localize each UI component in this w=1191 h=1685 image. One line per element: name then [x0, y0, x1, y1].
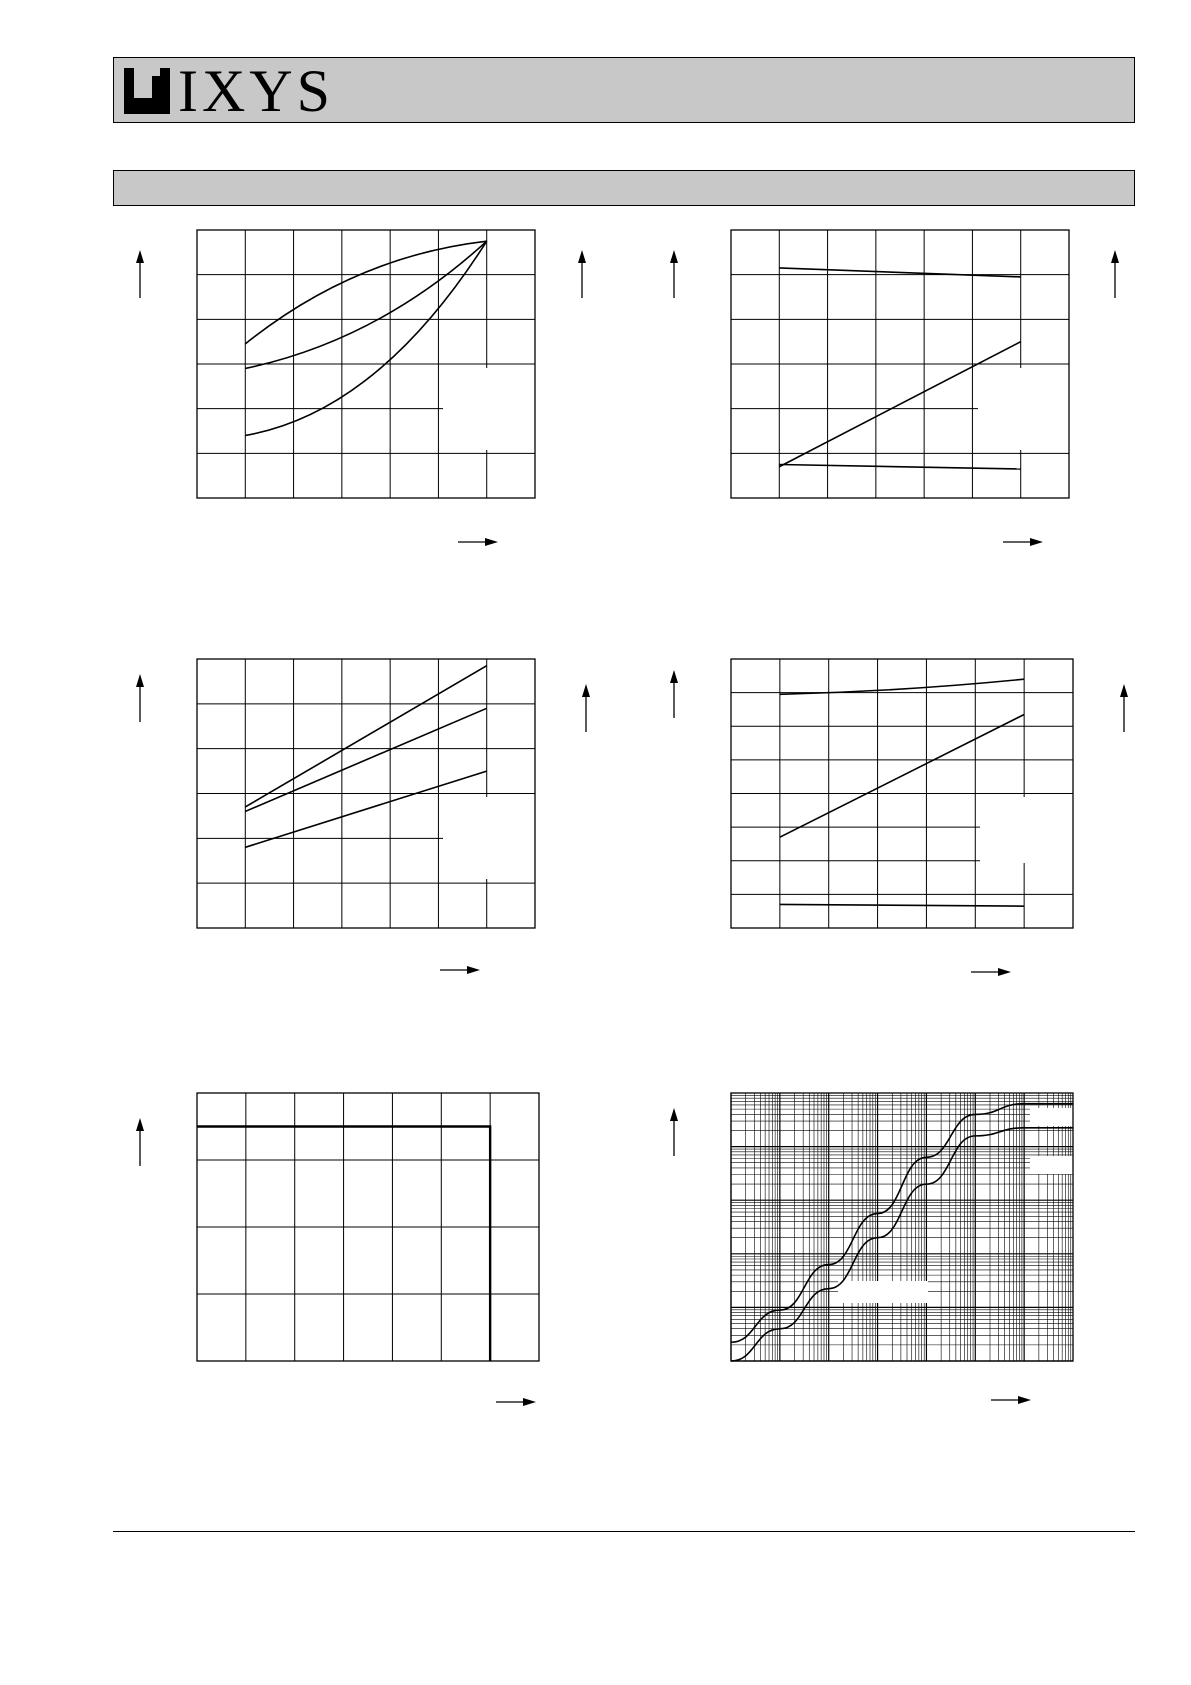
plot-area-4 — [731, 659, 1073, 928]
x-axis-arrow-icon — [991, 1396, 1031, 1404]
y-axis-arrow-icon — [136, 674, 144, 722]
y-axis-arrow-icon — [670, 250, 678, 298]
series-line-4-1 — [780, 679, 1024, 694]
y-axis-arrow-icon — [670, 1108, 678, 1156]
y2-axis-arrow-icon — [1111, 250, 1119, 298]
legend-box-4 — [980, 797, 1073, 863]
curve-label-box-2 — [1030, 1156, 1073, 1174]
x-axis-arrow-icon — [1003, 538, 1043, 546]
series-line-2-1 — [779, 268, 1020, 277]
legend-box-2 — [978, 368, 1069, 450]
series-line-3-2 — [245, 708, 486, 811]
grid-3 — [197, 659, 535, 928]
grid-1 — [197, 230, 535, 498]
curve-label-box-1 — [1030, 1108, 1073, 1126]
grid-4 — [731, 659, 1073, 928]
x-axis-arrow-icon — [496, 1398, 536, 1406]
plot-area-5 — [197, 1093, 539, 1361]
series-line-2-3 — [779, 465, 1020, 469]
chart-2 — [670, 230, 1119, 546]
y-axis-arrow-icon — [136, 1118, 144, 1166]
series-line-1-2 — [245, 241, 486, 368]
chart-3 — [136, 659, 590, 974]
legend-box-3 — [443, 797, 535, 879]
logo-text: IXYS — [178, 58, 335, 124]
x-axis-arrow-icon — [440, 966, 480, 974]
y2-axis-arrow-icon — [1120, 684, 1128, 732]
plot-area-3 — [197, 659, 535, 928]
y-axis-arrow-icon — [670, 670, 678, 718]
grid-6 — [731, 1093, 1073, 1361]
chart-1 — [136, 230, 586, 546]
plot-area-1 — [197, 230, 535, 498]
series-line-4-3 — [780, 904, 1024, 906]
y2-axis-arrow-icon — [578, 250, 586, 298]
legend-box-6 — [838, 1281, 928, 1303]
chart-4 — [670, 659, 1128, 976]
series-line-3-1 — [245, 666, 486, 807]
x-axis-arrow-icon — [971, 968, 1011, 976]
legend-box-1 — [443, 368, 535, 450]
y-axis-arrow-icon — [136, 250, 144, 298]
grid-5 — [197, 1093, 539, 1361]
chart-5 — [136, 1093, 539, 1406]
x-axis-arrow-icon — [458, 538, 498, 546]
grid-2 — [731, 230, 1069, 498]
y2-axis-arrow-icon — [582, 684, 590, 732]
plot-area-2 — [731, 230, 1069, 498]
footer-rule — [113, 1531, 1135, 1532]
chart-6 — [670, 1093, 1073, 1404]
plot-area-6 — [731, 1093, 1073, 1361]
